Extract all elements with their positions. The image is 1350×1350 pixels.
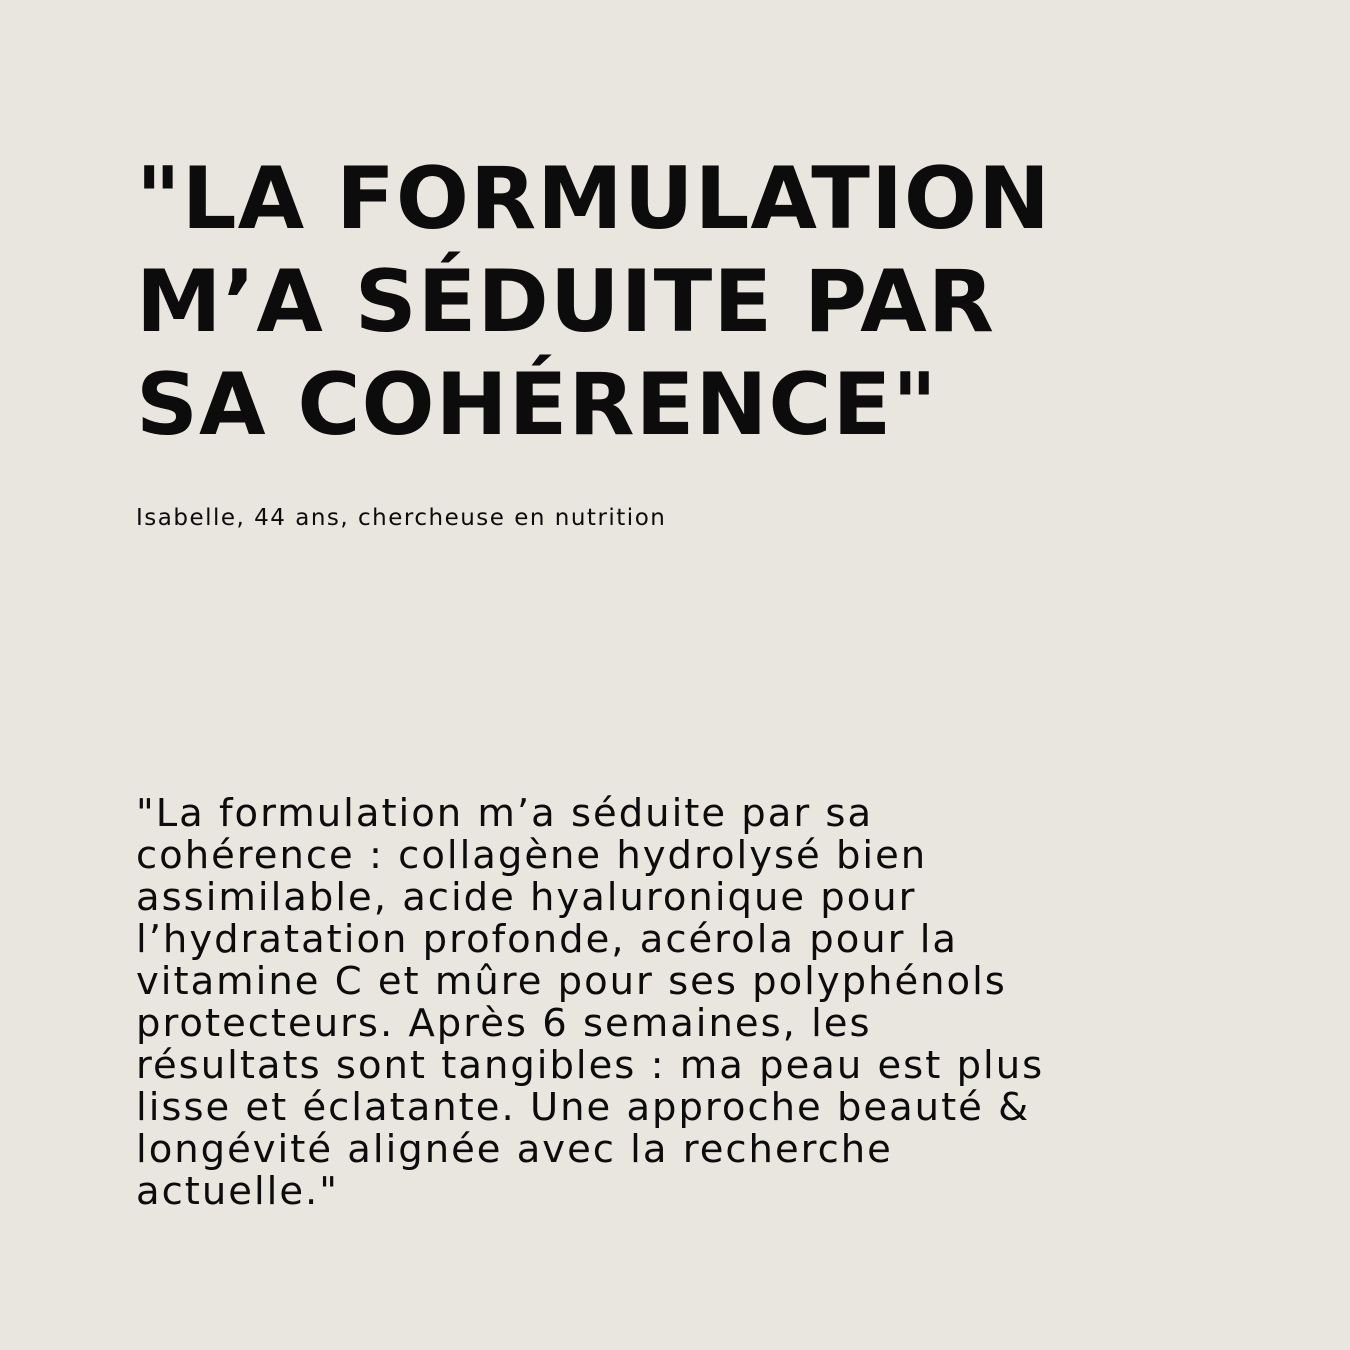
testimonial-line: l’hydratation profonde, acérola pour la [136, 917, 959, 962]
testimonial-line: "La formulation m’a séduite par sa [136, 791, 874, 836]
testimonial-line: cohérence : collagène hydrolysé bien [136, 833, 928, 878]
author-attribution: Isabelle, 44 ans, chercheuse en nutrition [136, 505, 667, 531]
headline-quote [136, 148, 1266, 457]
headline-line: M’A SÉDUITE PAR [136, 252, 995, 352]
headline-line: "LA FORMULATION [136, 149, 1052, 249]
testimonial-line: actuelle." [136, 1169, 339, 1214]
testimonial-line: vitamine C et mûre pour ses polyphénols [136, 959, 1007, 1004]
testimonial-line: lisse et éclatante. Une approche beauté & [136, 1085, 1031, 1130]
testimonial-line: longévité alignée avec la recherche [136, 1127, 893, 1172]
testimonial-line: protecteurs. Après 6 semaines, les [136, 1001, 872, 1046]
testimonial-line: résultats sont tangibles : ma peau est plus [136, 1043, 1045, 1088]
headline-line: SA COHÉRENCE" [136, 355, 938, 455]
testimonial-line: assimilable, acide hyaluronique pour [136, 875, 917, 920]
testimonial-text [136, 793, 1044, 1213]
